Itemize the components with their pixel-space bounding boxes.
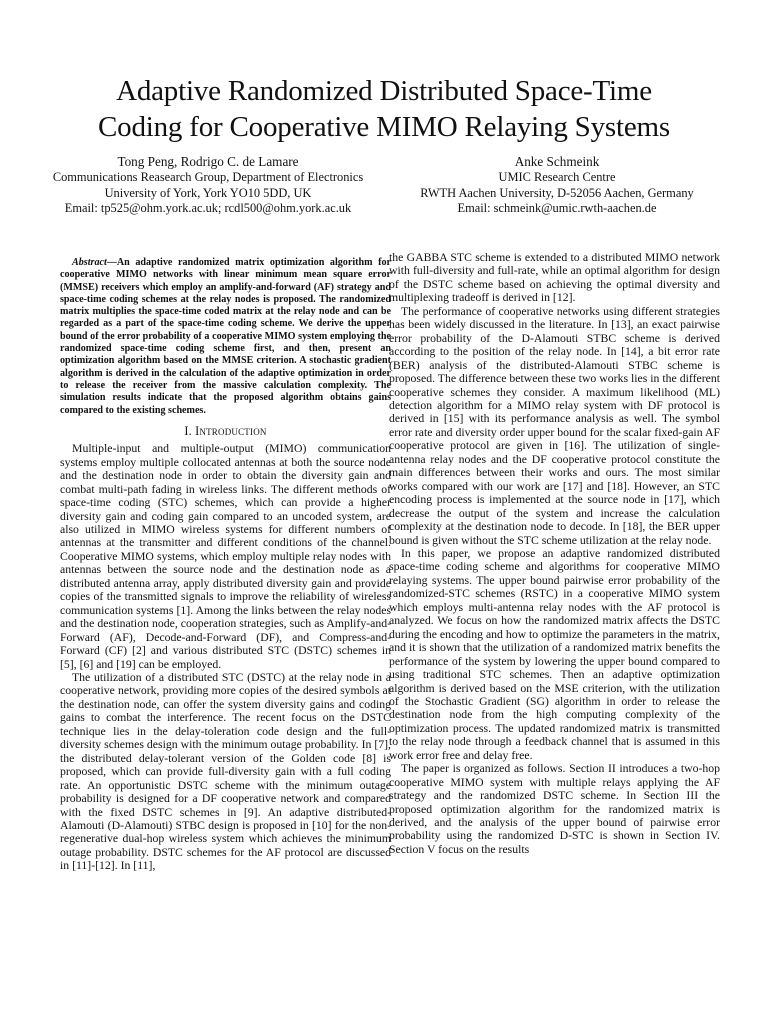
author-affiliation: University of York, York YO10 5DD, UK — [104, 185, 312, 200]
abstract-label: Abstract — [72, 257, 107, 268]
paragraph: In this paper, we propose an adaptive randomized distributed space-time coding scheme and algorithms for cooperative MIMO relaying systems. The upper bound pairwise error probability of the randomized-STC schemes (RSTC) in a cooperative MIMO system which employs multi-antenna relay nodes with the AF protocol is analyzed. We focus on how the randomized matrix affects the DSTC during the encoding and how to optimize the parameters in the matrix, and it is shown that the utilization of a randomized matrix benefits the performance of the system by lowering the upper bound compared to using traditional STC schemes. Then an adaptive optimization algorithm is derived based on the MSE criterion, with the utilization of the Stochastic Gradient (SG) algorithm in order to release the destination node from the high computing complexity of the optimization process. The updated randomized matrix is transmitted to the relay node through a feedback channel that is assumed in this work error free and delay free. — [389, 546, 720, 762]
author-group-aachen — [395, 154, 719, 216]
author-names: Anke Schmeink — [514, 154, 600, 169]
abstract-text: —An adaptive randomized matrix optimization algorithm for cooperative MIMO networks with linear minimum mean square error (MMSE) receivers which employ an amplify-and-forward (AF) strategy and space-time coding schemes at the relay nodes is proposed. The randomized matrix multiplies the space-time coded matrix at the relay node and can be regarded as a part of the space-time coding scheme. We derive the upper bound of the error probability of a cooperative MIMO system employing the randomized space-time coding scheme first, and then, present an optimization algorithm based on the MMSE criterion. A stochastic gradient algorithm is derived in the calculation of the adaptive optimization in order to release the receiver from the massive calculation complexity. The simulation results indicate that the proposed algorithm obtains gains compared to the existing schemes. — [60, 257, 391, 416]
author-affiliation: RWTH Aachen University, D-52056 Aachen, Germany — [420, 185, 694, 200]
paragraph: The performance of cooperative networks using different strategies has been widely discussed in the literature. In [13], an exact pairwise error probability of the D-Alamouti STBC scheme is derived according to the position of the relay node. In [14], a bit error rate (BER) analysis of the distributed-Alamouti STBC scheme is proposed. The difference between these two works lies in the different cooperative schemes they consider. A maximum likelihood (ML) detection algorithm for a MIMO relay system with DF protocol is derived in [15] with its performance analysis as well. The symbol error rate and diversity order upper bound for the scalar fixed-gain AF cooperative protocol are given in [16]. The utilization of single-antenna relay nodes and the DF cooperative protocol constitute the main differences between their works and ours. The most similar works compared with our work are [17] and [18]. However, an STC encoding process is implemented at the source node in [17], which decrease the output of the system and increase the calculation complexity at the destination node to decode. In [18], the BER upper bound is given without the STC scheme utilization at the relay node. — [389, 304, 720, 547]
section-title: Introduction — [195, 423, 267, 438]
paragraph: The utilization of a distributed STC (DSTC) at the relay node in a cooperative network, providing more copies of the desired symbols at the destination node, can offer the system diversity gains and coding gains to combat the interference. The recent focus on the DSTC technique lies in the delay-toleration code design and the full-diversity schemes design with the minimum outage probability. In [7], the distributed delay-tolerant version of the Golden code [8] is proposed, which can provide full-diversity gain with a full coding rate. An opportunistic DSTC scheme with the minimum outage probability is designed for a DF cooperative network and compared with the fixed DSTC schemes in [9]. An adaptive distributed-Alamouti (D-Alamouti) STBC design is proposed in [10] for the non-regenerative dual-hop wireless system which achieves the minimum outage probability. DSTC schemes for the AF protocol are discussed in [11]-[12]. In [11], — [60, 671, 391, 873]
author-email: Email: schmeink@umic.rwth-aachen.de — [457, 200, 657, 215]
author-affiliation: UMIC Research Centre — [498, 170, 616, 185]
author-names: Tong Peng, Rodrigo C. de Lamare — [117, 154, 299, 169]
left-column — [60, 257, 391, 873]
paper-title — [0, 73, 768, 145]
paragraph: Multiple-input and multiple-output (MIMO) communication systems employ multiple collocated antennas at both the source node and the destination node in order to obtain the diversity gain and combat multi-path fading in wireless links. The different methods of space-time coding (STC) schemes, which can provide a higher diversity gain and coding gain compared to an uncoded system, are also utilized in MIMO wireless systems for different numbers of antennas at the transmitter and different conditions of the channel. Cooperative MIMO systems, which employ multiple relay nodes with antennas between the source node and the destination node as a distributed antenna array, apply distributed diversity gain and provide copies of the transmitted signals to improve the reliability of wireless communication systems [1]. Among the links between the relay nodes and the destination node, cooperation strategies, such as Amplify-and-Forward (AF), Decode-and-Forward (DF), and Compress-and-Forward (CF) [2] and various distributed STC (DSTC) schemes in [5], [6] and [19] can be employed. — [60, 442, 391, 671]
section-heading — [60, 425, 391, 438]
right-column — [389, 251, 720, 856]
author-email: Email: tp525@ohm.york.ac.uk; rcdl500@ohm.york.ac.uk — [64, 200, 352, 215]
section-number: I. — [184, 423, 192, 438]
paragraph: The paper is organized as follows. Section II introduces a two-hop cooperative MIMO system with multiple relays applying the AF strategy and the randomized DSTC scheme. In Section III the proposed optimization algorithm for the randomized matrix is derived, and the analysis of the upper bound of pairwise error probability using the randomized D-STC is shown in Section IV. Section V focus on the results — [389, 762, 720, 856]
abstract — [60, 257, 391, 417]
title-line-1: Adaptive Randomized Distributed Space-Time — [116, 75, 652, 107]
title-line-2: Coding for Cooperative MIMO Relaying Systems — [98, 111, 670, 143]
author-affiliation: Communications Reasearch Group, Department of Electronics — [52, 170, 364, 185]
author-group-york — [48, 154, 368, 216]
paragraph: the GABBA STC scheme is extended to a distributed MIMO network with full-diversity and full-rate, while an optimal algorithm for design of the DSTC scheme based on achieving the optimal diversity and multiplexing tradeoff is derived in [12]. — [389, 251, 720, 305]
